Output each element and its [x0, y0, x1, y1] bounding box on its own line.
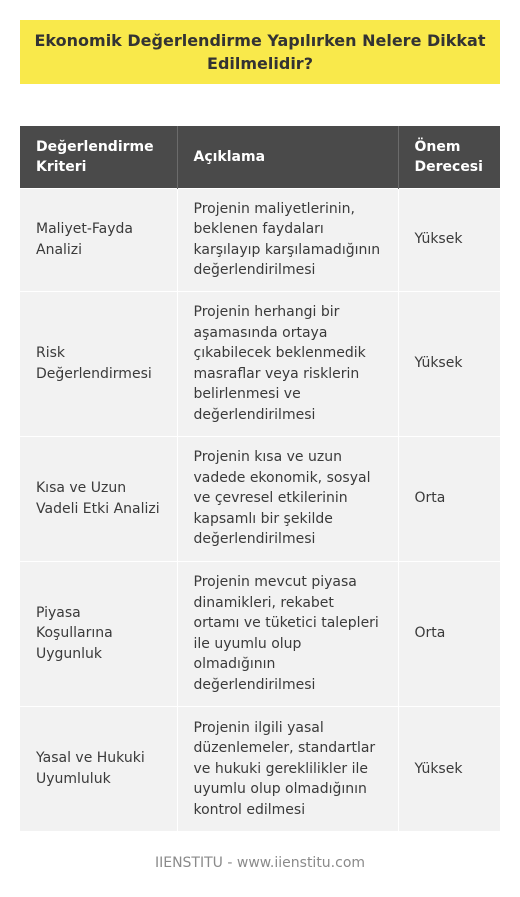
- cell-criterion: Yasal ve Hukuki Uyumluluk: [20, 706, 177, 831]
- header-criterion: Değerlendirme Kriteri: [20, 126, 177, 188]
- cell-criterion: Piyasa Koşullarına Uygunluk: [20, 561, 177, 706]
- cell-importance: Orta: [398, 561, 500, 706]
- criteria-table: [20, 126, 500, 831]
- cell-importance: Yüksek: [398, 291, 500, 436]
- cell-criterion: Risk Değerlendirmesi: [20, 291, 177, 436]
- cell-importance: Yüksek: [398, 706, 500, 831]
- cell-importance: Orta: [398, 436, 500, 561]
- footer-credit: IIENSTITU - www.iienstitu.com: [154, 855, 366, 871]
- table-row: [20, 436, 500, 561]
- cell-criterion: Maliyet-Fayda Analizi: [20, 188, 177, 291]
- cell-description: Projenin kısa ve uzun vadede ekonomik, sosyal ve çevresel etkilerinin kapsamlı bir şekilde değerlendirilmesi: [177, 436, 398, 561]
- page-title: Ekonomik Değerlendirme Yapılırken Nelere Dikkat Edilmelidir?: [34, 31, 486, 73]
- cell-criterion: Kısa ve Uzun Vadeli Etki Analizi: [20, 436, 177, 561]
- table-row: [20, 291, 500, 436]
- cell-importance: Yüksek: [398, 188, 500, 291]
- table-row: [20, 188, 500, 291]
- table-row: [20, 561, 500, 706]
- cell-description: Projenin herhangi bir aşamasında ortaya çıkabilecek beklenmedik masraflar veya risklerin belirlenmesi ve değerlendirilmesi: [177, 291, 398, 436]
- header-importance: Önem Derecesi: [398, 126, 500, 188]
- table-row: [20, 706, 500, 831]
- cell-description: Projenin mevcut piyasa dinamikleri, rekabet ortamı ve tüketici talepleri ile uyumlu olup olmadığının değerlendirilmesi: [177, 561, 398, 706]
- title-banner: [20, 20, 500, 84]
- cell-description: Projenin maliyetlerinin, beklenen faydaları karşılayıp karşılamadığının değerlendirilmesi: [177, 188, 398, 291]
- cell-description: Projenin ilgili yasal düzenlemeler, standartlar ve hukuki gereklilikler ile uyumlu olup olmadığının kontrol edilmesi: [177, 706, 398, 831]
- header-description: Açıklama: [177, 126, 398, 188]
- table-header-row: [20, 126, 500, 188]
